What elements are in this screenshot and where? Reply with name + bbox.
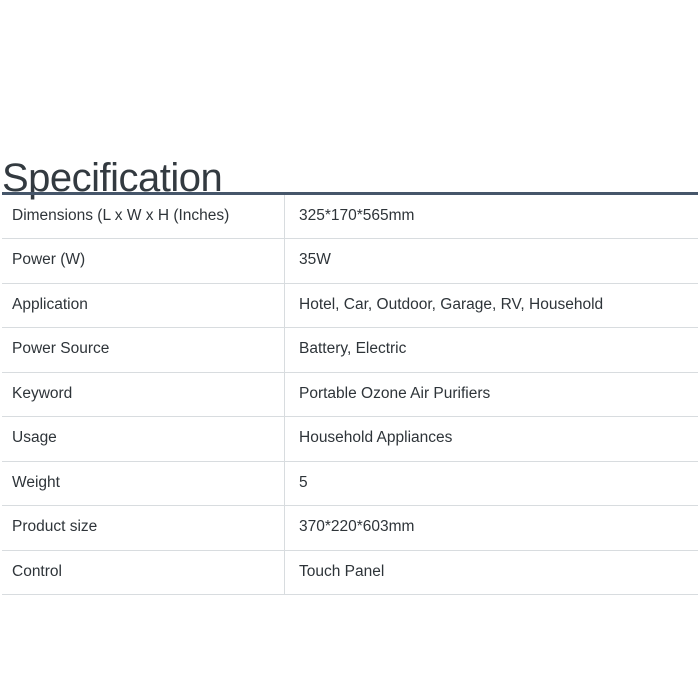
spec-value: 5 <box>299 473 308 491</box>
spec-label: Control <box>2 550 285 594</box>
spec-label: Power (W) <box>2 239 285 283</box>
spec-value: Touch Panel <box>299 562 385 580</box>
spec-label: Keyword <box>2 372 285 416</box>
table-row <box>2 372 698 416</box>
table-row <box>2 506 698 550</box>
spec-value: 370*220*603mm <box>299 518 415 536</box>
spec-value: Household Appliances <box>299 429 453 447</box>
spec-label: Usage <box>2 417 285 461</box>
spec-value: Portable Ozone Air Purifiers <box>299 384 491 402</box>
page-title: Specification <box>2 155 223 200</box>
spec-value: 35W <box>299 251 331 269</box>
table-row <box>2 328 698 372</box>
spec-label: Application <box>2 283 285 327</box>
table-row <box>2 283 698 327</box>
spec-label: Weight <box>2 461 285 505</box>
spec-label: Dimensions (L x W x H (Inches) <box>2 194 285 239</box>
table-row <box>2 194 698 239</box>
spec-value: 325*170*565mm <box>299 207 415 224</box>
specification-table <box>2 192 698 595</box>
table-row <box>2 417 698 461</box>
table-row <box>2 550 698 594</box>
spec-value: Battery, Electric <box>299 340 407 358</box>
table-row <box>2 239 698 283</box>
table-row <box>2 461 698 505</box>
spec-value: Hotel, Car, Outdoor, Garage, RV, Household <box>299 295 604 313</box>
spec-label: Power Source <box>2 328 285 372</box>
spec-label: Product size <box>2 506 285 550</box>
